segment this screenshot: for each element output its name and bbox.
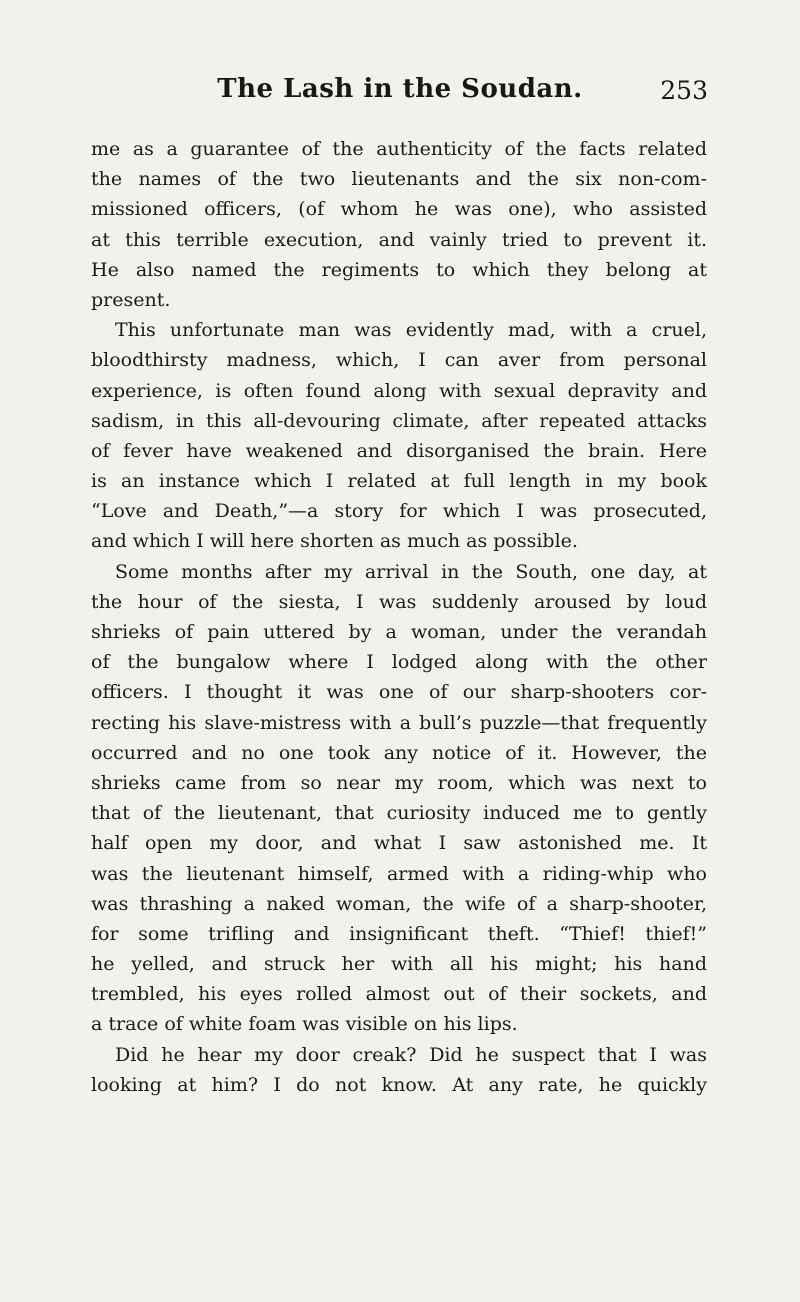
text-line: Did he hear my door creak? Did he suspect that I was (115, 1043, 707, 1066)
text-line: missioned officers, (of whom he was one), who assisted (91, 198, 707, 221)
text-line: a trace of white foam was visible on his lips. (91, 1013, 518, 1036)
text-line: officers. I thought it was one of our sharp-shooters cor- (91, 681, 707, 704)
text-line: of fever have weakened and disorganised the brain. Here (91, 439, 707, 462)
text-line: of the bungalow where I lodged along with the other (91, 651, 707, 674)
text-line: Some months after my arrival in the South, one day, at (115, 560, 707, 583)
text-line: looking at him? I do not know. At any rate, he quickly (91, 1073, 707, 1096)
text-line: he yelled, and struck her with all his might; his hand (91, 953, 707, 976)
text-line: recting his slave-mistress with a bull’s puzzle—that frequently (91, 711, 707, 734)
running-head (0, 74, 800, 114)
text-line: that of the lieutenant, that curiosity induced me to gently (91, 802, 707, 825)
text-line: He also named the regiments to which they belong at (91, 258, 707, 281)
running-title: The Lash in the Soudan. (217, 74, 583, 104)
text-line: “Love and Death,”—a story for which I was prosecuted, (91, 500, 707, 523)
text-line: the hour of the siesta, I was suddenly aroused by loud (91, 590, 707, 613)
text-line: for some trifling and insignificant theft. “Thief! thief!” (91, 922, 707, 945)
text-line: and which I will here shorten as much as possible. (91, 530, 578, 553)
text-line: was the lieutenant himself, armed with a riding-whip who (91, 862, 707, 885)
text-line: present. (91, 288, 171, 311)
text-line: me as a guarantee of the authenticity of the facts related (91, 138, 707, 160)
text-line: This unfortunate man was evidently mad, with a cruel, (115, 319, 707, 342)
text-line: bloodthirsty madness, which, I can aver from personal (91, 349, 707, 372)
text-line: half open my door, and what I saw astonished me. It (91, 832, 707, 855)
text-line: shrieks of pain uttered by a woman, under the verandah (91, 621, 707, 643)
text-line: trembled, his eyes rolled almost out of their sockets, and (91, 983, 707, 1006)
text-line: occurred and no one took any notice of it. However, the (91, 741, 707, 764)
text-line: sadism, in this all-devouring climate, after repeated attacks (91, 409, 707, 432)
text-line: was thrashing a naked woman, the wife of a sharp-shooter, (91, 892, 707, 915)
text-line: is an instance which I related at full length in my book (91, 470, 707, 493)
page-number: 253 (660, 76, 708, 105)
text-line: the names of the two lieutenants and the six non-com- (91, 168, 707, 191)
text-line: shrieks came from so near my room, which was next to (91, 771, 707, 794)
body-text (91, 134, 707, 1100)
text-line: experience, is often found along with sexual depravity and (91, 379, 707, 402)
text-line: at this terrible execution, and vainly tried to prevent it. (91, 228, 707, 251)
